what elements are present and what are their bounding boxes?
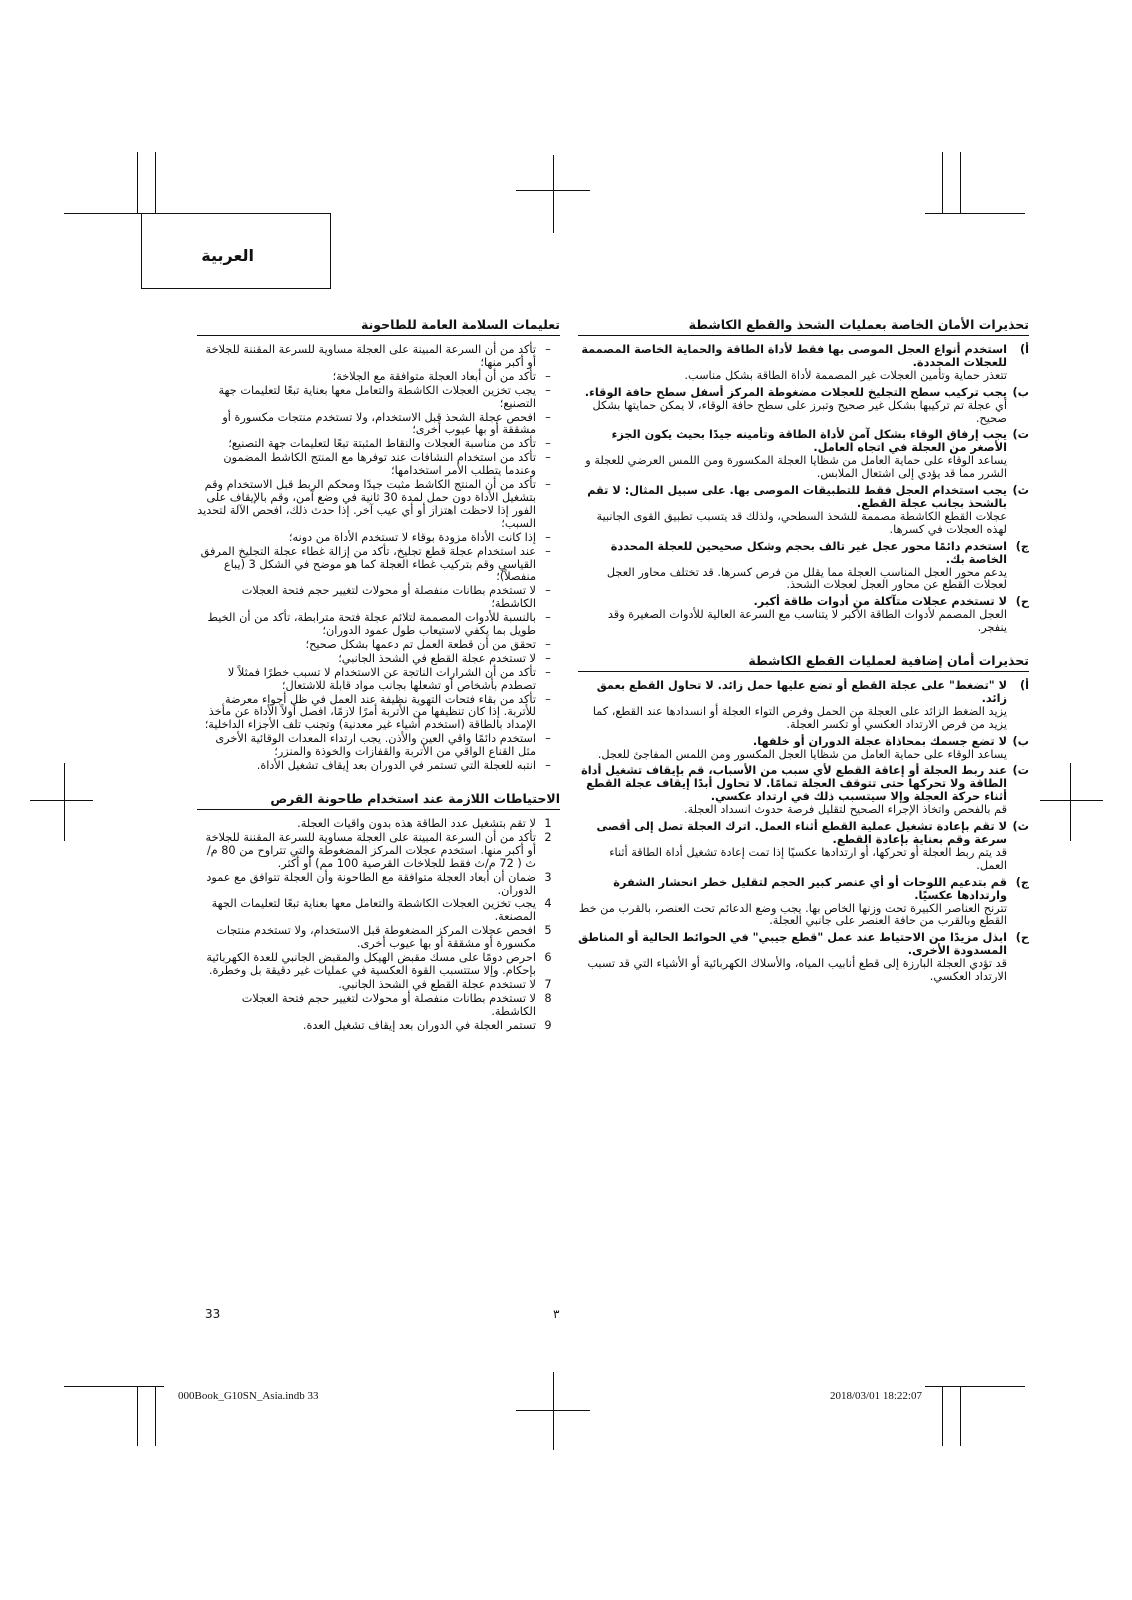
bullet-dash: – [545, 451, 551, 465]
list-item [197, 1020, 560, 1033]
crop-mark [960, 1386, 961, 1446]
list-item [197, 979, 560, 992]
item-marker: ح) [1015, 595, 1029, 609]
list-item [197, 639, 560, 652]
list-item-text: عند استخدام عجلة قطع تجليخ، تأكد من إزالة غطاء عجلة التجليخ المرفق القياسي وقم بتركيب غطاء العجلة كما هو موضح في الشكل 3 (يباع منفصلاً)؛ [200, 544, 536, 584]
item-text: أي عجلة تم تركيبها بشكل غير صحيح وتبرز على سطح حافة الوقاء، لا يمكن حمايتها بشكل صحيح. [592, 398, 1007, 425]
warnings-list-2 [578, 680, 1029, 984]
item-text: يساعد الوقاء على حماية العامل من شظايا العجل المكسور ومن اللمس المفاجئ للعجل. [597, 747, 1007, 761]
warning-item [578, 736, 1029, 762]
crop-mark [942, 152, 943, 214]
crop-mark [942, 1386, 943, 1446]
item-title: لا تستخدم عجلات متآكلة من أدوات طاقة أكبر. [753, 595, 1007, 609]
crop-mark [925, 213, 1025, 214]
item-marker: ث) [1012, 820, 1029, 834]
list-item [197, 546, 560, 585]
list-item [197, 733, 560, 759]
bullet-dash: – [545, 410, 551, 424]
list-item [197, 760, 560, 773]
list-item-text: إذا كانت الأداة مزودة بوقاء لا تستخدم الأداة من دونه؛ [288, 530, 536, 544]
list-item [197, 412, 560, 438]
bullet-dash: – [545, 637, 551, 651]
warnings-list-1 [578, 344, 1029, 635]
item-text: يساعد الوقاء على حماية العامل من شظايا العجلة المكسورة ومن اللمس العرضي للعجلة و الشرر مما قد يؤدي إلى اشتعال الملابس. [585, 454, 1007, 481]
bullet-dash: – [545, 437, 551, 451]
warning-item [578, 541, 1029, 593]
language-label: العربية [201, 246, 254, 265]
list-item [197, 872, 560, 898]
bullet-dash: – [545, 383, 551, 397]
list-item [197, 694, 560, 733]
list-item [197, 667, 560, 693]
bullet-dash: – [545, 692, 551, 706]
list-item-text: تأكد من أن أبعاد العجلة متوافقة مع الجلاخة؛ [332, 369, 536, 383]
item-title: لا "تضغط" على عجلة القطع أو تضع عليها حمل زائد. لا تحاول القطع بعمق زائد. [596, 679, 1007, 705]
list-item-text: احرص دومًا على مسك مقبض الهيكل والمقبض الجانبي للعدة الكهربائية بإحكام. وإلا ستتسبب القوة العكسية في عمليات غير دقيقة بل وخطرة. [206, 951, 536, 977]
warning-item [578, 596, 1029, 635]
list-item [197, 532, 560, 545]
section-heading: الاحتياطات اللازمة عند استخدام طاحونة القرص [197, 791, 560, 810]
item-text: يدعم محور العجل المناسب العجلة مما يقلل من فرص كسرها. قد تختلف محاور العجل لعجلات القطع عن محاور العجل لعجلات الشحذ. [606, 565, 1007, 592]
list-item-text: لا تستخدم عجلة القطع في الشحذ الجانبي. [338, 977, 536, 991]
crop-mark [30, 800, 93, 801]
bullet-dash: – [545, 665, 551, 679]
warning-item [578, 485, 1029, 537]
crop-mark [137, 152, 138, 214]
list-item-text: تحقق من أن قطعة العمل تم دعمها بشكل صحيح؛ [305, 637, 536, 651]
warning-item [578, 765, 1029, 817]
warning-item [578, 932, 1029, 984]
crop-mark [553, 155, 554, 233]
list-item [197, 832, 560, 871]
list-item-text: لا تستخدم عجلة القطع في الشحذ الجانبي؛ [338, 651, 536, 665]
item-marker: ج) [1015, 539, 1029, 553]
bullet-dash: – [545, 651, 551, 665]
list-item [197, 371, 560, 384]
footer-filename: 000Book_G10SN_Asia.indb 33 [178, 1390, 319, 1402]
right-column [578, 317, 1029, 988]
list-item-text: يجب تخزين العجلات الكاشطة والتعامل معها بعناية تبعًا لتعليمات الجهة المصنعة. [211, 897, 536, 924]
list-item-text: افحص عجلات المركز المضغوطة قبل الاستخدام، ولا تستخدم منتجات مكسورة أو مشققة أو بها عيوب أخرى. [216, 924, 536, 951]
crop-mark [155, 152, 156, 214]
page-number-arabic: ٣ [553, 1307, 560, 1321]
list-item-text: استخدم دائمًا واقي العين والأذن. يجب ارتداء المعدات الوقائية الأخرى مثل القناع الواقي من الأتربة والقفازات والخوذة والمنزر؛ [215, 732, 536, 759]
item-text: تترنح العناصر الكبيرة تحت وزنها الخاص بها. يجب وضع الدعائم تحت العنصر، بالقرب من خط القطع وبالقرب من حافة العنصر على جانبي العجلة. [578, 901, 1007, 928]
item-number: 6 [544, 951, 552, 965]
item-text: يزيد الضغط الزائد على العجلة من الحمل وفرص التواء العجلة أو انسدادها عند القطع، كما يزيد من فرص الارتداد العكسي أو تكسر العجلة. [592, 704, 1007, 731]
item-text: قد يتم ربط العجلة أو تحركها، أو ارتدادها عكسيًا إذا تمت إعادة تشغيل أداة الطاقة أثناء العمل. [609, 845, 1007, 872]
list-item-text: لا تستخدم بطانات منفصلة أو محولات لتغيير حجم فتحة العجلات الكاشطة؛ [241, 584, 536, 611]
list-item-text: بالنسبة للأدوات المصممة لتلائم عجلة فتحة مترابطة، تأكد من أن الخيط طويل بما يكفي لاستيعاب طول عمود الدوران؛ [207, 611, 536, 638]
crop-mark [960, 152, 961, 214]
item-title: يجب إرفاق الوقاء بشكل آمن لأداة الطاقة وتأمينه جيدًا بحيث يكون الجزء الأصغر من العجلة في اتجاه العامل. [611, 428, 1007, 455]
crop-mark [64, 763, 65, 841]
list-item-text: لا تقم بتشغيل عدد الطاقة هذه بدون واقيات العجلة. [297, 817, 536, 830]
crop-mark [553, 1372, 554, 1450]
item-marker: ج) [1015, 875, 1029, 889]
item-title: يجب تركيب سطح التجليخ للعجلات مضغوطة المركز أسفل سطح حافة الوقاء. [584, 385, 1007, 399]
item-title: استخدم أنواع العجل الموصى بها فقط لأداة الطاقة والحماية الخاصة المصممة للعجلات المحددة. [581, 343, 1007, 369]
item-title: لا تضع جسمك بمحاذاة عجلة الدوران أو خلفها. [752, 734, 1007, 748]
bullet-dash: – [545, 544, 551, 558]
item-number: 3 [544, 870, 552, 884]
bullet-dash: – [545, 369, 551, 383]
crop-mark [1070, 763, 1071, 841]
list-item-text: تأكد من مناسبة العجلات والنقاط المثبتة تبعًا لتعليمات جهة التصنيع؛ [228, 437, 536, 451]
item-number: 8 [544, 991, 552, 1005]
numbered-list [197, 818, 560, 1033]
item-text: عجلات القطع الكاشطة مصممة للشحذ السطحي، ولذلك قد يتسبب تطبيق القوى الجانبية لهذه العجلات في كسرها. [596, 509, 1007, 536]
item-title: لا تقم بإعادة تشغيل عملية القطع أثناء العمل. اترك العجلة تصل إلى أقصى سرعة وقم بعناية بإعادة القطع. [596, 820, 1007, 846]
bullet-dash: – [545, 530, 551, 544]
item-text: تتعذر حماية وتأمين العجلات غير المصممة لأداة الطاقة بشكل مناسب. [684, 368, 1007, 382]
warning-item [578, 821, 1029, 873]
crop-mark [155, 1386, 156, 1446]
item-title: ابذل مزيدًا من الاحتياط عند عمل "قطع جيبي" في الحوائط الحالية أو المناطق المسدودة الأخرى. [578, 931, 1007, 958]
item-marker: ب) [1012, 734, 1029, 748]
item-marker: ح) [1015, 931, 1029, 945]
crop-mark [1040, 800, 1103, 801]
list-item-text: تأكد من أن السرعة المبينة على العجلة مساوية للسرعة المقننة للجلاخة أو أكبر منها؛ [205, 343, 536, 369]
crop-mark [925, 1386, 1025, 1387]
list-item-text: تأكد من أن السرعة المبينة على العجلة مساوية للسرعة المقننة للجلاخة أو أكبر منها. استخدم عجلات المركز المضغوطة والتي تتراوح من 80 م/ث ( 72 م/ث فقط للجلاخات القرصية 100 مم) أو أكثر. [205, 830, 536, 870]
footer-timestamp: 2018/03/01 18:22:07 [830, 1390, 922, 1402]
list-item [197, 653, 560, 666]
item-marker: أ) [1019, 343, 1029, 356]
bullet-dash: – [545, 611, 551, 625]
bullet-dash: – [545, 732, 551, 746]
section-heading: تعليمات السلامة العامة للطاحونة [197, 317, 560, 336]
item-text: العجل المصمم لأدوات الطاقة الأكبر لا يتناسب مع السرعة العالية للأدوات الصغيرة وقد ينفجر. [607, 608, 1007, 635]
list-item [197, 818, 560, 831]
language-tab [141, 213, 331, 289]
section-heading: تحذيرات أمان إضافية لعمليات القطع الكاشطة [578, 653, 1029, 672]
list-item-text: يجب تخزين العجلات الكاشطة والتعامل معها بعناية تبعًا لتعليمات جهة التصنيع؛ [218, 383, 536, 410]
item-marker: أ) [1019, 679, 1029, 693]
warning-item [578, 680, 1029, 732]
crop-mark [137, 1386, 138, 1446]
item-number: 2 [544, 830, 552, 844]
list-item [197, 452, 560, 478]
item-number: 5 [544, 924, 552, 938]
item-marker: ت) [1012, 764, 1029, 778]
section-heading: تحذيرات الأمان الخاصة بعمليات الشحذ والقطع الكاشطة [578, 317, 1029, 336]
list-item-text: افحص عجلة الشحذ قبل الاستخدام، ولا تستخدم منتجات مكسورة أو مشققة أو بها عيوب أخرى؛ [222, 410, 536, 437]
item-text: قد تؤدي العجلة البارزة إلى قطع أنابيب المياه، والأسلاك الكهربائية أو الأشياء التي قد تسبب الارتداد العكسي. [587, 957, 1007, 984]
item-number: 1 [544, 817, 552, 830]
list-item-text: ضمان أن أبعاد العجلة متوافقة مع الطاحونة وأن العجلة تتوافق مع عمود الدوران. [206, 870, 536, 897]
list-item-text: تأكد من أن الشرارات الناتجة عن الاستخدام لا تسبب خطرًا فمثلاً لا تصطدم بأشخاص أو تشعلها بجانب مواد قابلة للاشتعال؛ [227, 665, 536, 692]
list-item [197, 898, 560, 924]
list-item-text: تستمر العجلة في الدوران بعد إيقاف تشغيل العدة. [302, 1018, 536, 1032]
list-item [197, 993, 560, 1019]
list-item [197, 612, 560, 638]
list-item [197, 585, 560, 611]
safety-bullet-list [197, 344, 560, 773]
list-item [197, 479, 560, 531]
list-item-text: انتبه للعجلة التي تستمر في الدوران بعد إيقاف تشغيل الأداة. [256, 759, 536, 773]
item-number: 4 [544, 897, 552, 911]
crop-mark [516, 190, 590, 191]
crop-mark [516, 1410, 590, 1411]
warning-item [578, 429, 1029, 481]
crop-mark [64, 1386, 164, 1387]
list-item [197, 925, 560, 951]
list-item [197, 344, 560, 370]
item-marker: ث) [1012, 484, 1029, 498]
list-item-text: لا تستخدم بطانات منفصلة أو محولات لتغيير حجم فتحة العجلات الكاشطة. [241, 991, 536, 1018]
item-marker: ت) [1012, 428, 1029, 442]
bullet-dash: – [545, 478, 551, 492]
item-number: 9 [544, 1018, 552, 1032]
list-item-text: تأكد من أن المنتج الكاشط مثبت جيدًا ومحكم الربط قبل الاستخدام وقم بتشغيل الأداة دون حمل لمدة 30 ثانية في وضع آمن، وقم بالإيقاف على الفور إذا لاحظت اهتزاز أو أي عيب آخر. إذا حدث ذلك، افحص الآلة لتحديد السبب؛ [197, 478, 536, 530]
list-item [197, 952, 560, 978]
list-item [197, 385, 560, 411]
warning-item [578, 344, 1029, 383]
warning-item [578, 387, 1029, 426]
list-item-text: تأكد من بقاء فتحات التهوية نظيفة عند العمل في ظل أجواء معرضة للأتربة. إذا كان تنظيفها من الأتربة أمرًا لازمًا، افصل أولاً الأداة عن مأخذ الإمداد بالطاقة (استخدم أشياء غير معدنية) وتجنب تلف الأجزاء الداخلية؛ [204, 692, 536, 732]
bullet-dash: – [545, 759, 551, 773]
warning-item [578, 877, 1029, 929]
item-title: استخدم دائمًا محور عجل غير تالف بحجم وشكل صحيحين للعجلة المحددة الخاصة بك. [610, 539, 1007, 566]
list-item [197, 438, 560, 451]
item-title: عند ربط العجلة أو إعاقة القطع لأي سبب من الأسباب، قم بإيقاف تشغيل أداة الطاقة ولا تحركها حتى تتوقف العجلة تمامًا. لا تحاول أبدًا إيقاف عجلة القطع أثناء حركة العجلة وإلا سيتسبب ذلك في ارتداد عكسي. [581, 764, 1007, 804]
left-column [197, 317, 560, 1034]
item-title: قم بتدعيم اللوحات أو أي عنصر كبير الحجم لتقليل خطر انحشار الشفرة وارتدادها عكسيًا. [613, 875, 1007, 902]
item-title: يجب استخدام العجل فقط للتطبيقات الموصى بها. على سبيل المثال: لا تقم بالشحذ بجانب عجلة القطع. [587, 484, 1007, 510]
list-item-text: تأكد من استخدام النشافات عند توفرها مع المنتج الكاشط المضمون وعندما يتطلب الأمر استخدامها؛ [223, 451, 536, 478]
item-number: 7 [544, 977, 552, 991]
bullet-dash: – [545, 343, 551, 356]
bullet-dash: – [545, 584, 551, 598]
item-marker: ب) [1012, 385, 1029, 399]
page-number: 33 [205, 1307, 221, 1321]
item-text: قم بالفحص واتخاذ الإجراء الصحيح لتقليل فرصة حدوث انسداد العجلة. [684, 803, 1007, 817]
